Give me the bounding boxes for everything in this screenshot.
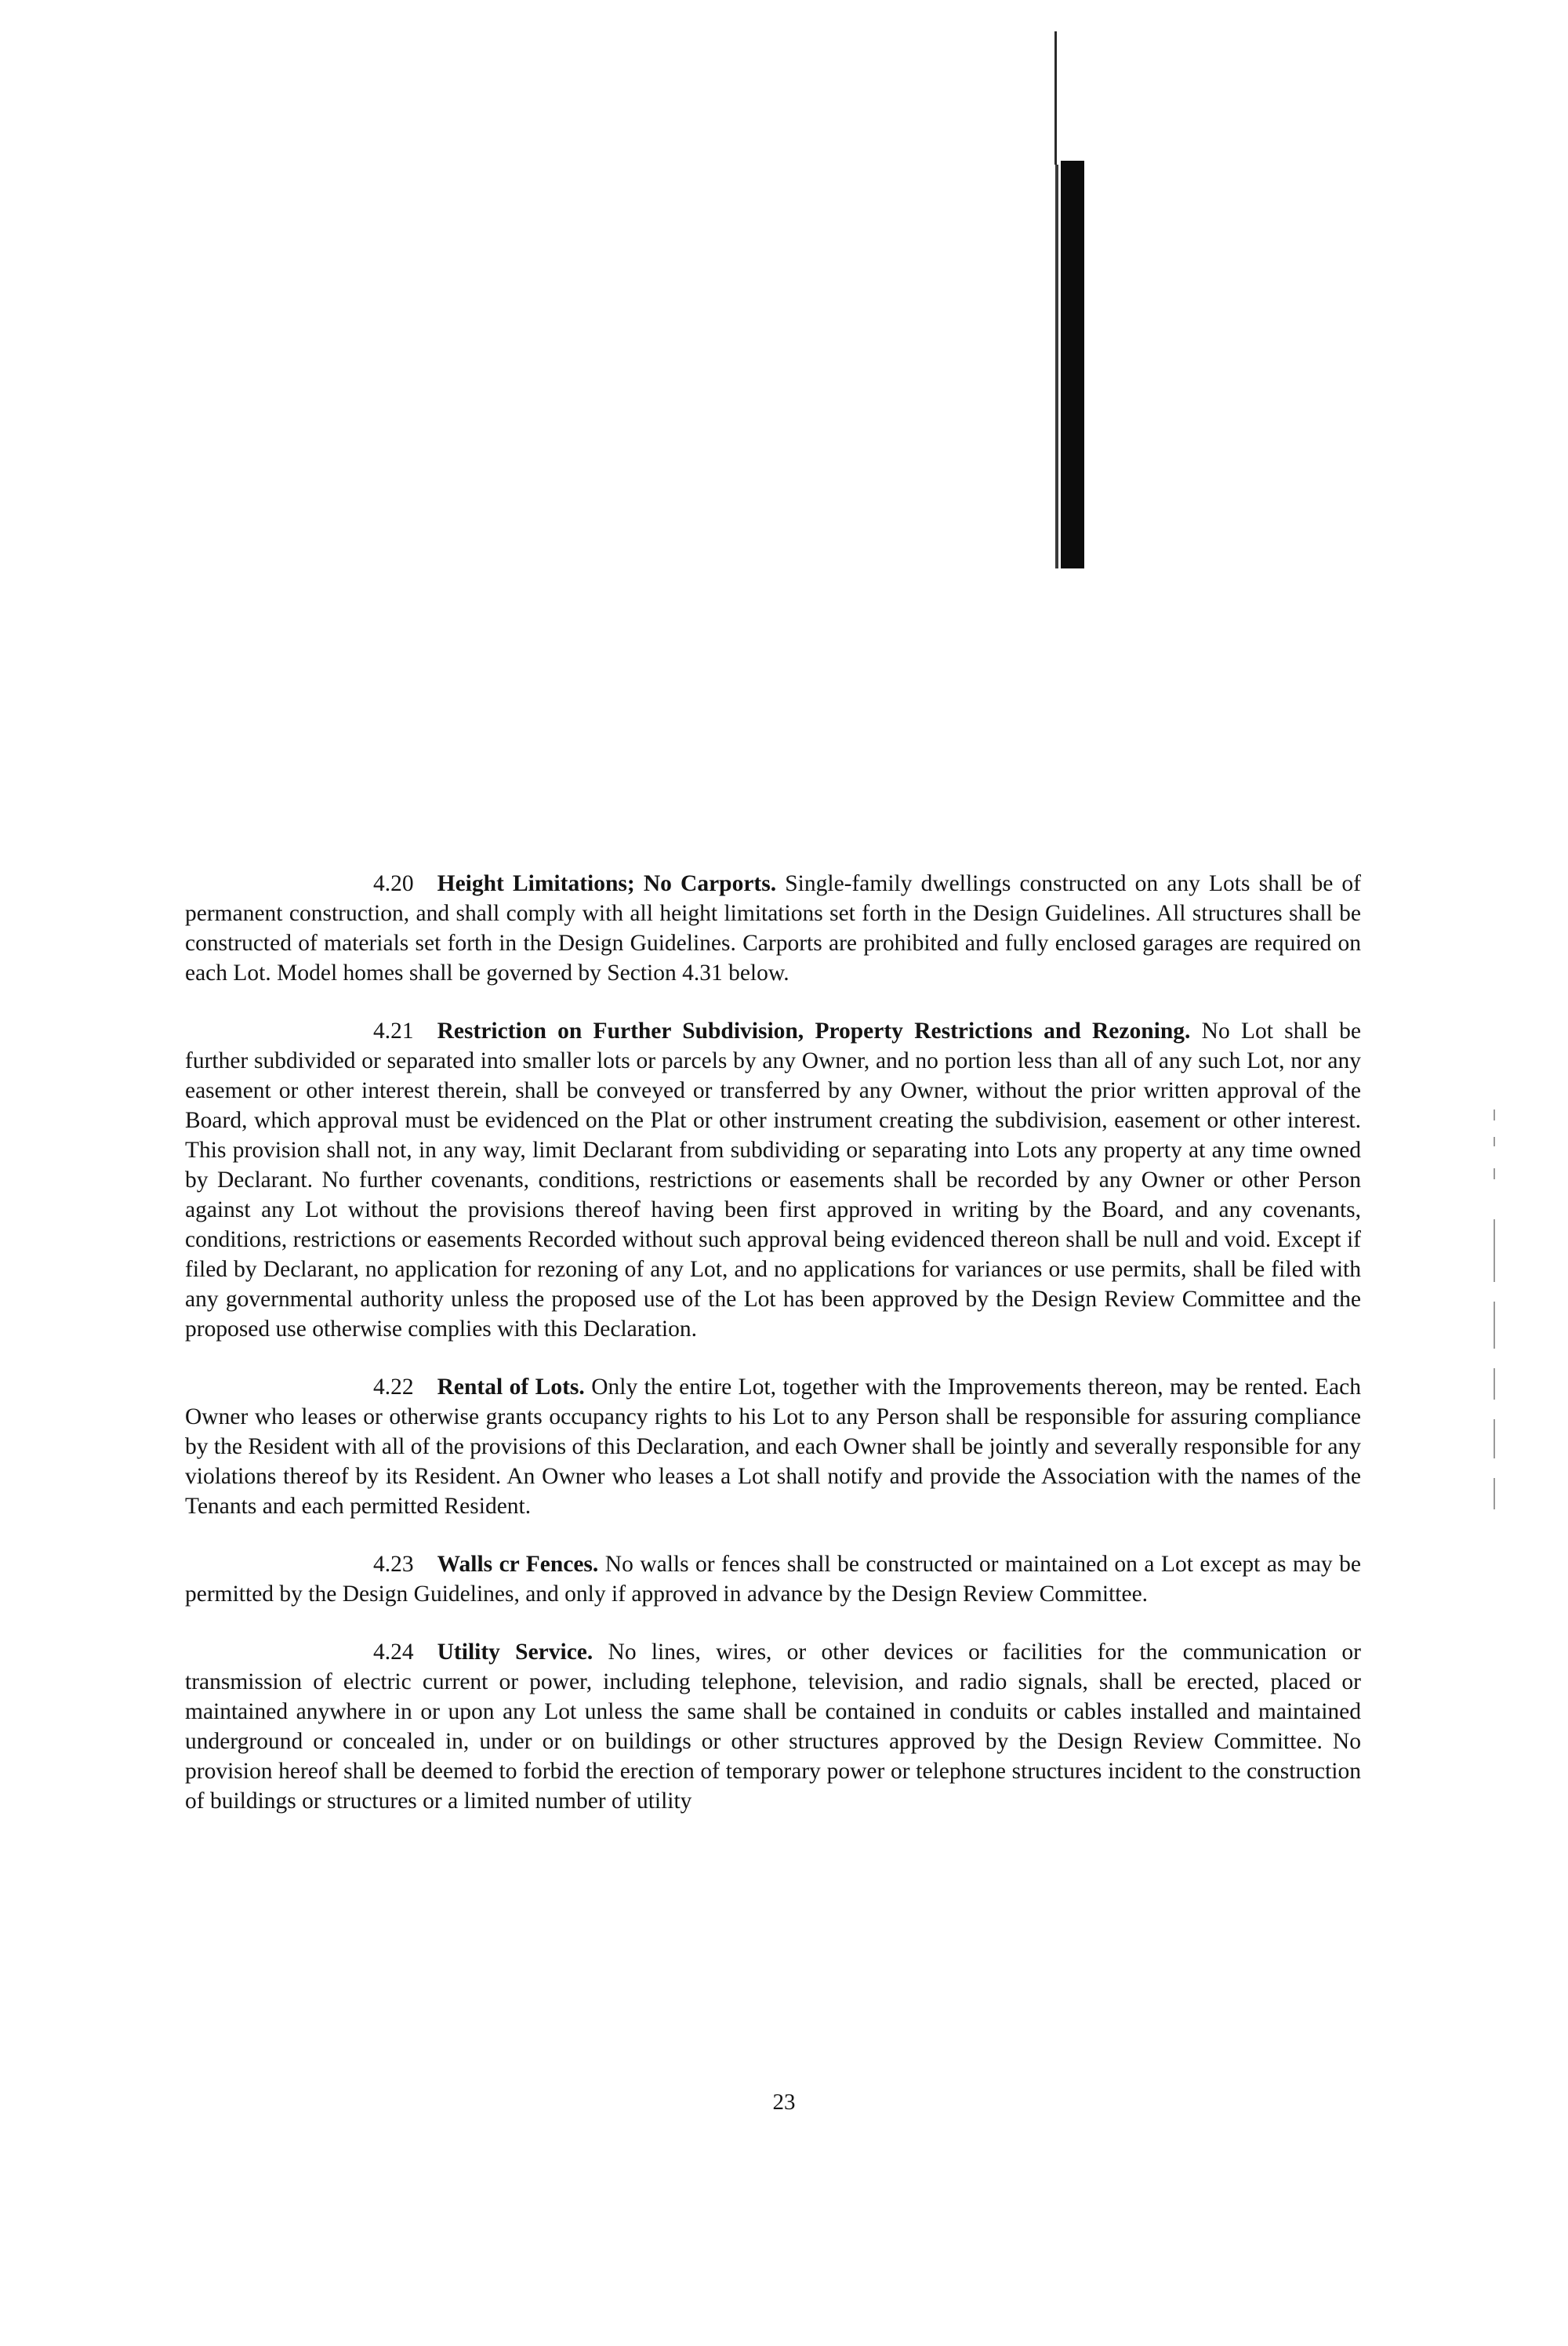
scan-artifact-line	[1054, 31, 1057, 165]
section-number: 4.23	[373, 1552, 414, 1577]
section-heading: Restriction on Further Subdivision, Property Restrictions and Rezoning.	[437, 1019, 1191, 1044]
section-heading: Utility Service.	[437, 1640, 593, 1665]
section-text: No walls or fences shall be constructed or maintained on a Lot except as may be permitted by the Design Guidelines, and only if approved in advance by the Design Review Committee.	[185, 1552, 1361, 1607]
margin-mark	[1494, 1219, 1495, 1282]
section-heading: Height Limitations; No Carports.	[437, 871, 777, 896]
margin-mark	[1494, 1168, 1495, 1179]
section-heading: Rental of Lots.	[437, 1375, 585, 1400]
section-text: Only the entire Lot, together with the Improvements thereon, may be rented. Each Owner who leases or otherwise grants occupancy rights to his Lot to any Person shall be responsible for assuring compliance by the Resident with all of the provisions of this Declaration, and each Owner shall be jointly and severally responsible for any violations thereof by its Resident. An Owner who leases a Lot shall notify and provide the Association with the names of the Tenants and each permitted Resident.	[185, 1375, 1361, 1519]
margin-mark	[1494, 1137, 1495, 1146]
section-heading: Walls cr Fences.	[437, 1552, 599, 1577]
section-text: No Lot shall be further subdivided or separated into smaller lots or parcels by any Owner, and no portion less than all of any such Lot, nor any easement or other interest therein, shall be conveyed or transferred by any Owner, without the prior written approval of the Board, which approval must be evidenced on the Plat or other instrument creating the subdivision, easement or other interest. This provision shall not, in any way, limit Declarant from subdividing or separating into Lots any property at any time owned by Declarant. No further covenants, conditions, restrictions or easements shall be recorded by any Owner or other Person against any Lot without the provisions thereof having been first approved in writing by the Board, and any covenants, conditions, restrictions or easements Recorded without such approval being evidenced thereon shall be null and void. Except if filed by Declarant, no application for rezoning of any Lot, and no applications for variances or use permits, shall be filed with any governmental authority unless the proposed use of the Lot has been approved by the Design Review Committee and the proposed use otherwise complies with this Declaration.	[185, 1019, 1361, 1342]
margin-mark	[1494, 1302, 1495, 1349]
margin-mark	[1494, 1368, 1495, 1400]
margin-mark	[1494, 1109, 1495, 1120]
section-4-23	[185, 1549, 1361, 1609]
scan-artifact-edge	[1055, 165, 1058, 568]
section-number: 4.21	[373, 1019, 414, 1044]
section-4-21	[185, 1016, 1361, 1344]
section-text: Single-family dwellings constructed on any Lots shall be of permanent construction, and shall comply with all height limitations set forth in the Design Guidelines. All structures shall be constructed of materials set forth in the Design Guidelines. Carports are prohibited and fully enclosed garages are required on each Lot. Model homes shall be governed by Section 4.31 below.	[185, 871, 1362, 986]
document-body	[185, 869, 1361, 1844]
section-4-24	[185, 1637, 1361, 1816]
section-text: No lines, wires, or other devices or facilities for the communication or transmission of electric current or power, including telephone, television, and radio signals, shall be erected, placed or maintained anywhere in or upon any Lot unless the same shall be contained in conduits or cables installed and maintained underground or concealed in, under or on buildings or other structures approved by the Design Review Committee. No provision hereof shall be deemed to forbid the erection of temporary power or telephone structures incident to the construction of buildings or structures or a limited number of utility	[185, 1640, 1361, 1814]
page-number: 23	[772, 2090, 796, 2115]
section-4-22	[185, 1372, 1361, 1521]
margin-mark	[1494, 1419, 1495, 1458]
margin-mark	[1494, 1478, 1495, 1509]
section-4-20	[185, 869, 1361, 988]
section-number: 4.22	[373, 1375, 414, 1400]
section-number: 4.20	[373, 871, 414, 896]
section-number: 4.24	[373, 1640, 414, 1665]
scan-artifact-bar	[1061, 161, 1084, 568]
